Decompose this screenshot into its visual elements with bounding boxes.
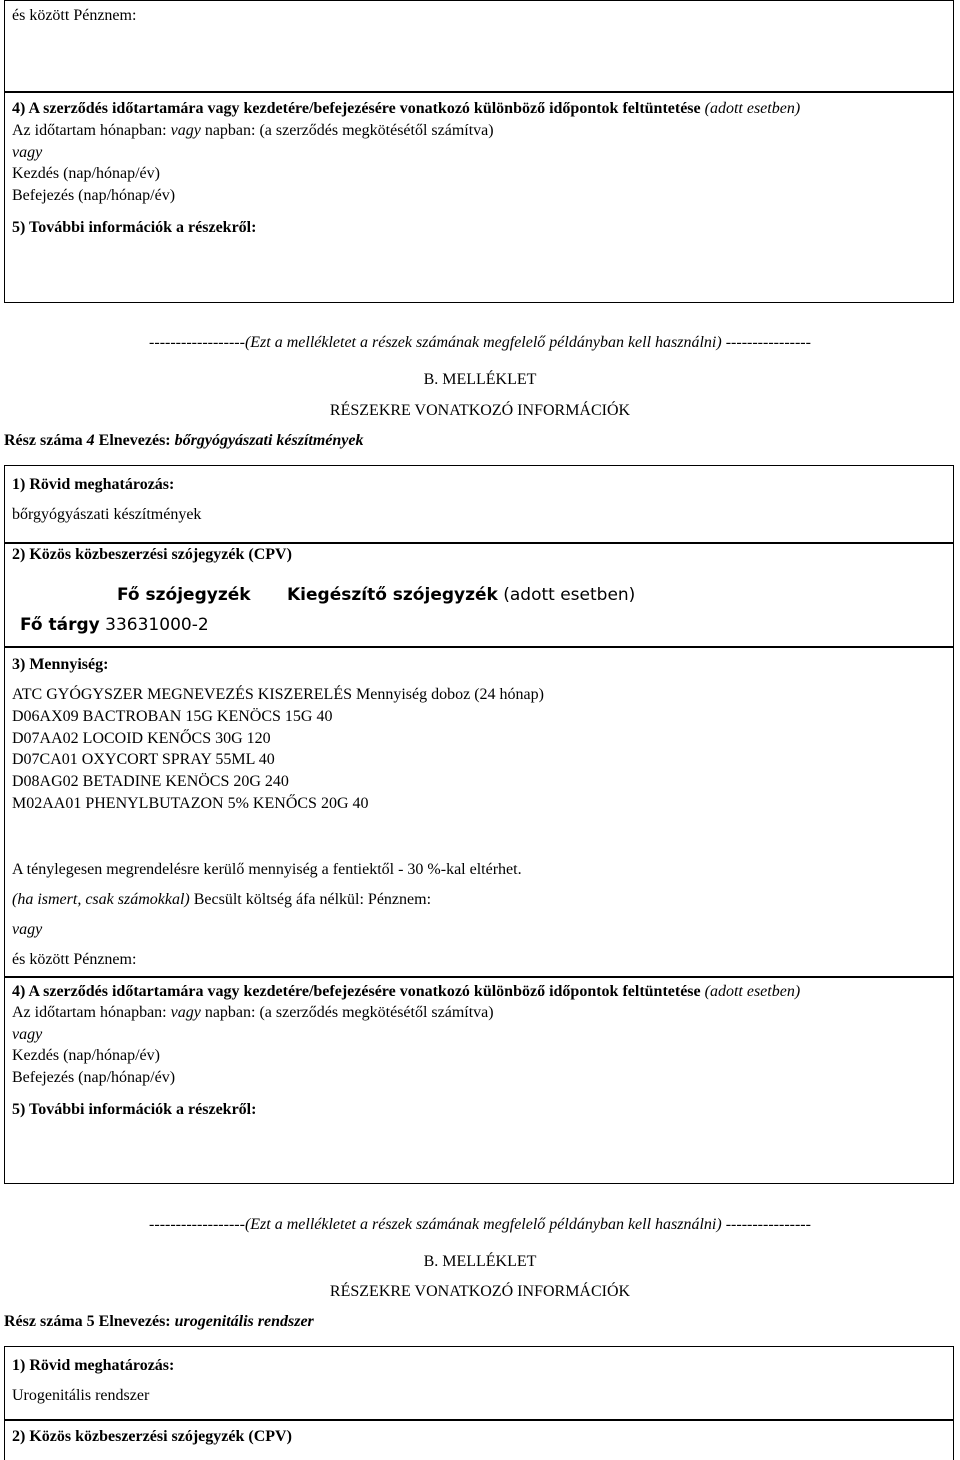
part5-section1-heading: 1) Rövid meghatározás: <box>12 1357 175 1374</box>
annex-title: B. MELLÉKLET <box>423 1253 537 1270</box>
cpv-main-object: Fő tárgy 33631000-2 <box>20 615 209 635</box>
annex-subtitle: RÉSZEKRE VONATKOZÓ INFORMÁCIÓK <box>329 402 631 419</box>
estimated-cost: (ha ismert, csak számokkal) Becsült költség áfa nélkül: Pénznem: <box>12 891 432 908</box>
part4-start-date: Kezdés (nap/hónap/év) <box>12 1047 160 1064</box>
part4-vagy: vagy <box>12 921 43 938</box>
top-box <box>4 0 954 92</box>
part4-es-kozott: és között Pénznem: <box>12 951 137 968</box>
part5-title: Rész száma 5 Elnevezés: urogenitális rendszer <box>4 1313 314 1330</box>
part4-section1-heading: 1) Rövid meghatározás: <box>12 476 175 493</box>
part4-cpv-heading: 2) Közös közbeszerzési szójegyzék (CPV) <box>12 546 292 563</box>
cpv-main-vocab: Fő szójegyzék <box>117 585 251 605</box>
part4-quantity-heading: 3) Mennyiség: <box>12 656 109 673</box>
part4-section4-heading: 4) A szerződés időtartamára vagy kezdetére/befejezésére vonatkozó különböző időpontok feltüntetése (adott esetben) <box>12 983 801 1000</box>
quantity-deviation: A ténylegesen megrendelésre kerülő mennyiség a fentiektől - 30 %-kal eltérhet. <box>12 861 522 878</box>
part4-title: Rész száma 4 Elnevezés: bőrgyógyászati készítmények <box>4 432 364 449</box>
quantity-line: ATC GYÓGYSZER MEGNEVEZÉS KISZERELÉS Mennyiség doboz (24 hónap) <box>12 686 544 703</box>
quantity-line: D07AA02 LOCOID KENŐCS 30G 120 <box>12 730 271 747</box>
part4-end-date: Befejezés (nap/hónap/év) <box>12 1069 176 1086</box>
separator-line: ------------------(Ezt a mellékletet a részek számának megfelelő példányban kell használni) ---------------- <box>149 1216 811 1233</box>
part4-vagy2: vagy <box>12 1026 43 1043</box>
top-section5-heading: 5) További információk a részekről: <box>12 219 257 236</box>
cpv-supp-vocab: Kiegészítő szójegyzék (adott esetben) <box>287 585 636 605</box>
quantity-line: M02AA01 PHENYLBUTAZON 5% KENŐCS 20G 40 <box>12 795 369 812</box>
annex-subtitle: RÉSZEKRE VONATKOZÓ INFORMÁCIÓK <box>329 1283 631 1300</box>
part4-section1-value: bőrgyógyászati készítmények <box>12 506 202 523</box>
part5-cpv-heading: 2) Közös közbeszerzési szójegyzék (CPV) <box>12 1428 292 1445</box>
part5-section1-value: Urogenitális rendszer <box>12 1387 150 1404</box>
top-section4-heading: 4) A szerződés időtartamára vagy kezdetére/befejezésére vonatkozó különböző időpontok feltüntetése (adott esetben) <box>12 100 801 117</box>
top-es-kozott: és között Pénznem: <box>12 7 137 24</box>
annex-title: B. MELLÉKLET <box>423 371 537 388</box>
part4-section5-heading: 5) További információk a részekről: <box>12 1101 257 1118</box>
top-end-date: Befejezés (nap/hónap/év) <box>12 187 176 204</box>
separator-line: ------------------(Ezt a mellékletet a részek számának megfelelő példányban kell használni) ---------------- <box>149 334 811 351</box>
part4-duration-line: Az időtartam hónapban: vagy napban: (a szerződés megkötésétől számítva) <box>12 1004 494 1021</box>
quantity-line: D08AG02 BETADINE KENÖCS 20G 240 <box>12 773 289 790</box>
quantity-line: D06AX09 BACTROBAN 15G KENÖCS 15G 40 <box>12 708 333 725</box>
top-start-date: Kezdés (nap/hónap/év) <box>12 165 160 182</box>
quantity-line: D07CA01 OXYCORT SPRAY 55ML 40 <box>12 751 275 768</box>
top-duration-line: Az időtartam hónapban: vagy napban: (a szerződés megkötésétől számítva) <box>12 122 494 139</box>
top-vagy: vagy <box>12 144 43 161</box>
